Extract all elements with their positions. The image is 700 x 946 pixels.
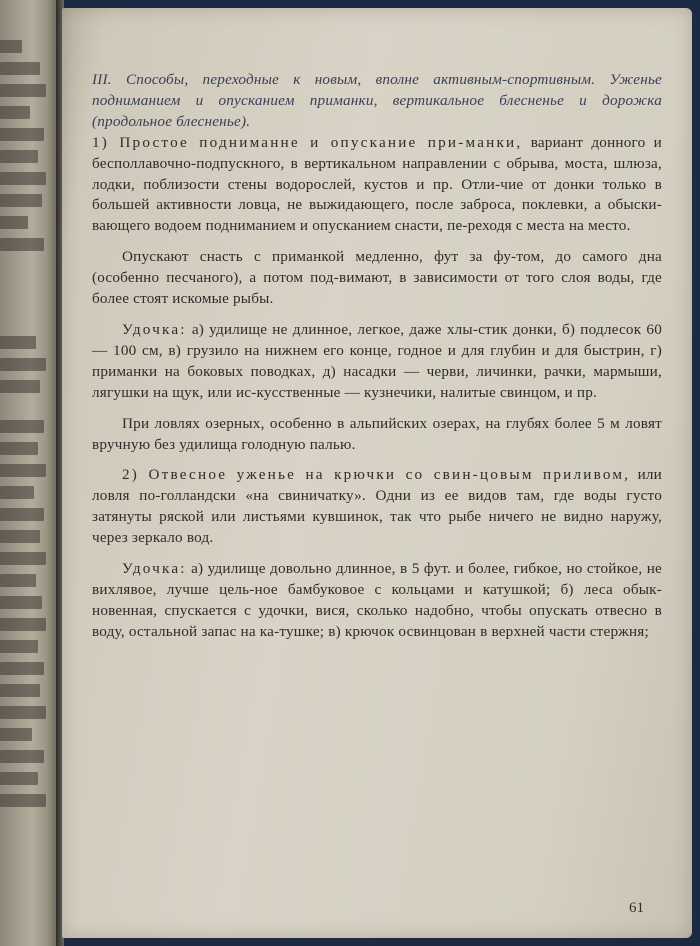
page-number: 61 <box>629 900 644 916</box>
book-page <box>62 8 692 938</box>
paragraph-3-text: а) удилище не длинное, легкое, даже хлы-стик донки, б) подлесок 60 — 100 см, в) грузило на нижнем его конце, годное и для глубин и для быстрин, г) приманки на боковых поводках, д) насадки — черви, личинки, рачки, мармыши, лягушки на щук, или ис-кусственные — кузнечики, налитые свинцом, и пр. <box>92 320 662 401</box>
paragraph-5-label: 2) Отвесное уженье на крючки со свин-цовым приливом, <box>122 466 631 484</box>
paragraph-6 <box>92 559 662 643</box>
paragraph-4: При ловлях озерных, особенно в альпийских озерах, на глубях более 5 м ловят вручную без удилища голодную палью. <box>92 414 662 453</box>
paragraph-1 <box>92 133 662 238</box>
paragraph-3 <box>92 320 662 404</box>
section-heading: III. Способы, переходные к новым, вполне активным-спортивным. Уженье подниманием и опусканием приманки, вертикальное блесненье и дорожка (продольное блесненье). <box>92 71 662 130</box>
facing-page-edge <box>0 0 58 946</box>
page-body <box>92 70 662 643</box>
paragraph-1-label: 1) Простое подниманне и опускание при-манки, <box>92 133 523 151</box>
paragraph-6-text: а) удилище довольно длинное, в 5 фут. и более, гибкое, но стойкое, не вихлявое, лучше цель-ное бамбуковое с кольцами и катушкой; б) леса обык-новенная, спускается с удочки, вися, сколько надобно, чтобы опускать отвесно в воду, остальной запас на ка-тушке; в) крючок освинцован в верхней части стержня; <box>92 560 662 640</box>
paragraph-6-label: Удочка: <box>122 560 187 578</box>
paragraph-2: Опускают снасть с приманкой медленно, фут за фу-том, до самого дна (особенно песчаного), а потом под-вимают, в зависимости от того слоя воды, где более стоят искомые рыбы. <box>92 248 662 308</box>
paragraph-3-label: Удочка: <box>122 320 187 338</box>
paragraph-5-text: или ловля по-голландски «на свиничатку». Одни из ее видов там, где воды густо затянуты ряской или листьями кувшинок, так что рыбе ничего не видно наружу, через зеркало вод. <box>92 466 662 547</box>
paragraph-5 <box>92 465 662 549</box>
paragraph-1-text: вариант донного и бесполлавочно-подпускного, в вертикальном направлении с обрыва, моста, шлюза, лодки, поблизости стены водорослей, кустов и пр. Отли-чие от донки только в большей активности ловца, не выжидающего, после заброса, поклевки, а обыски-вающего водоем подниманием и опусканием снасти, пе-реходя с места на место. <box>92 133 662 235</box>
